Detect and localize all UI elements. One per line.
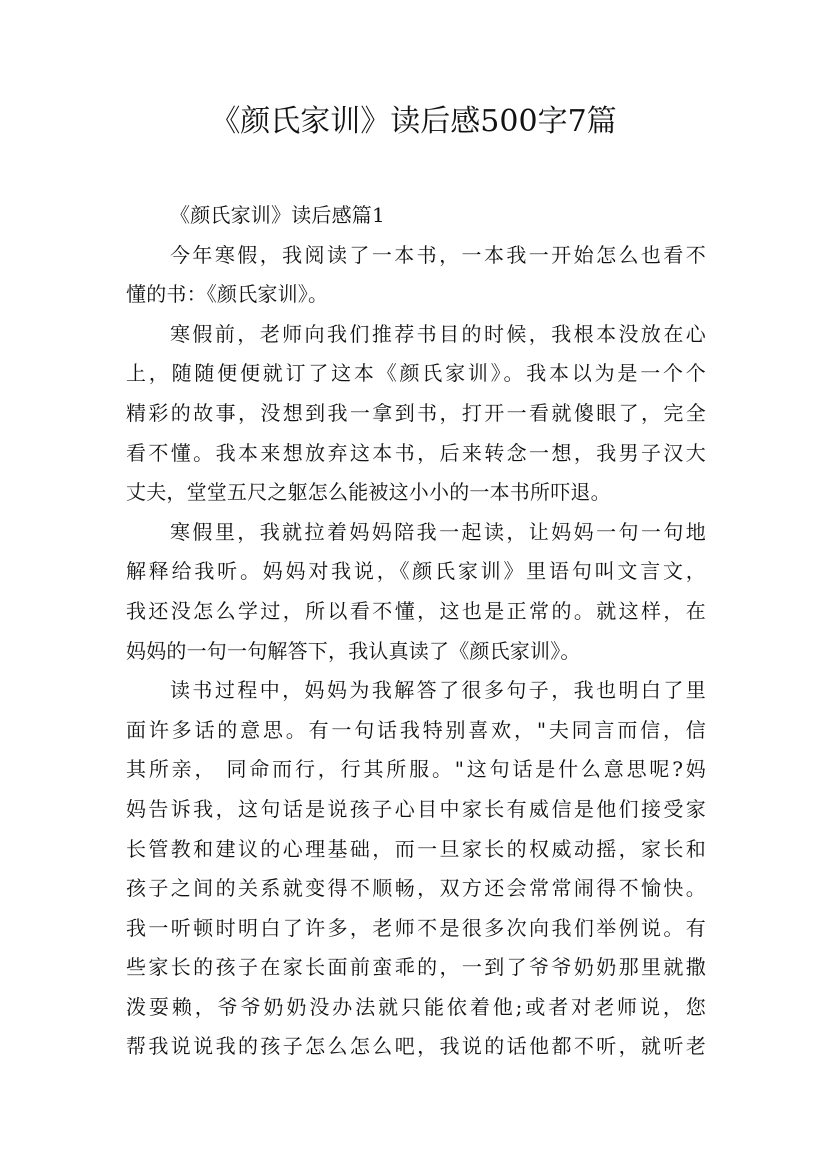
paragraph-line: 寒假前，老师向我们推荐书目的时候，我根本没放在心	[170, 321, 706, 346]
paragraph-line: 些家长的孩子在家长面前蛮乖的，一到了爷爷奶奶那里就撒	[126, 955, 706, 980]
document-body	[126, 196, 706, 1067]
paragraph-line: 面许多话的意思。有一句话我特别喜欢，"夫同言而信，信	[126, 717, 706, 742]
paragraph-line: 我一听顿时明白了许多，老师不是很多次向我们举例说。有	[126, 915, 706, 940]
paragraph-line: 读书过程中，妈妈为我解答了很多句子，我也明白了里	[170, 678, 706, 703]
paragraph-line: 精彩的故事，没想到我一拿到书，打开一看就傻眼了，完全	[126, 400, 706, 425]
section-heading: 《颜氏家训》读后感篇1	[170, 203, 385, 227]
paragraph-line: 上，随随便便就订了这本《颜氏家训》。我本以为是一个个	[126, 361, 706, 386]
paragraph-line: 寒假里，我就拉着妈妈陪我一起读，让妈妈一句一句地	[170, 519, 706, 544]
paragraph-line: 懂的书：《颜氏家训》。	[126, 282, 329, 307]
paragraph-line: 我还没怎么学过，所以看不懂，这也是正常的。就这样，在	[126, 598, 706, 623]
paragraph-line: 解释给我听。妈妈对我说，《颜氏家训》里语句叫文言文，	[126, 559, 706, 584]
paragraph-line: 孩子之间的关系就变得不顺畅，双方还会常常闹得不愉快。	[126, 876, 706, 901]
paragraph-line: 丈夫，堂堂五尺之躯怎么能被这小小的一本书所吓退。	[126, 480, 611, 505]
document-title: 《颜氏家训》读后感500字7篇	[210, 104, 617, 139]
paragraph-line: 妈妈的一句一句解答下，我认真读了《颜氏家训》。	[126, 638, 581, 663]
paragraph-line: 看不懂。我本来想放弃这本书，后来转念一想，我男子汉大	[126, 440, 706, 465]
paragraph-line: 帮我说说我的孩子怎么怎么吧，我说的话他都不听，就听老	[126, 1034, 706, 1059]
paragraph-line: 长管教和建议的心理基础，而一旦家长的权威动摇，家长和	[126, 836, 706, 861]
paragraph-line: 今年寒假，我阅读了一本书，一本我一开始怎么也看不	[170, 242, 706, 267]
paragraph-line: 泼耍赖，爷爷奶奶没办法就只能依着他;或者对老师说，您	[126, 994, 706, 1019]
paragraph-line: 其所亲， 同命而行，行其所服。"这句话是什么意思呢?妈	[126, 757, 706, 782]
paragraph-line: 妈告诉我，这句话是说孩子心目中家长有威信是他们接受家	[126, 796, 706, 821]
